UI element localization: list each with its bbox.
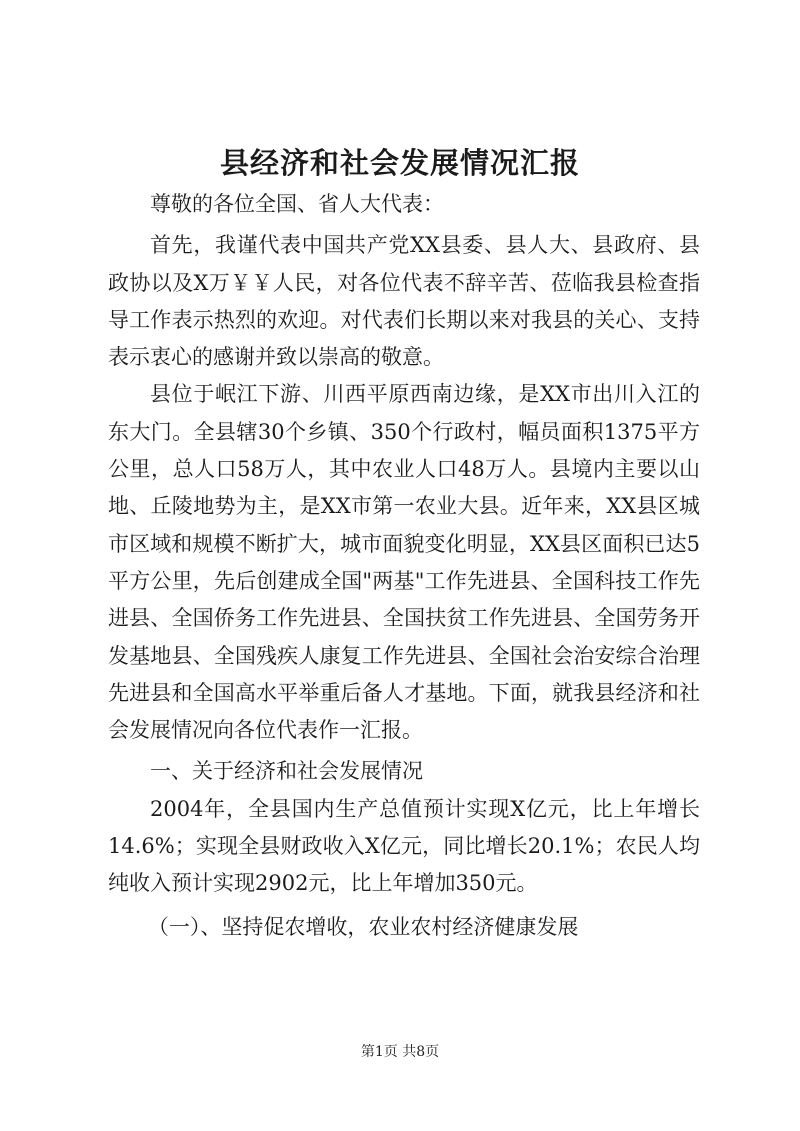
page-footer: 第1页 共8页 (360, 1044, 440, 1060)
paragraph-economic-stats: 2004年，全县国内生产总值预计实现X亿元，比上年增长14.6%；实现全县财政收入X亿元，同比增长20.1%；农民人均纯收入预计实现2902元，比上年增加350元。 (108, 796, 700, 896)
paragraph-county-overview: 县位于岷江下游、川西平原西南边缘，是XX市出川入江的东大门。全县辖30个乡镇、350个行政村，幅员面积1375平方公里，总人口58万人，其中农业人口48万人。县境内主要以山地、丘陵地势为主，是XX市第一农业大县。近年来，XX县区城市区域和规模不断扩大，城市面貌变化明显，XX县区面积已达5平方公里，先后创建成全国"两基"工作先进县、全国科技工作先进县、全国侨务工作先进县、全国扶贫工作先进县、全国劳务开发基地县、全国残疾人康复工作先进县、全国社会治安综合治理先进县和全国高水平举重后备人才基地。下面，就我县经济和社会发展情况向各位代表作一汇报。 (108, 382, 700, 743)
subsection-heading: （一）、坚持促农增收，农业农村经济健康发展 (147, 914, 579, 939)
paragraph-welcome: 首先，我谨代表中国共产党XX县委、县人大、县政府、县政协以及X万￥￥人民，对各位代表不辞辛苦、莅临我县检查指导工作表示热烈的欢迎。对代表们长期以来对我县的关心、支持表示衷心的感谢并致以崇高的敬意。 (108, 233, 700, 370)
document-title: 县经济和社会发展情况汇报 (219, 146, 580, 180)
salutation: 尊敬的各位全国、省人大代表： (150, 192, 444, 216)
document-body (108, 186, 700, 946)
section-heading: 一、关于经济和社会发展情况 (150, 759, 423, 784)
